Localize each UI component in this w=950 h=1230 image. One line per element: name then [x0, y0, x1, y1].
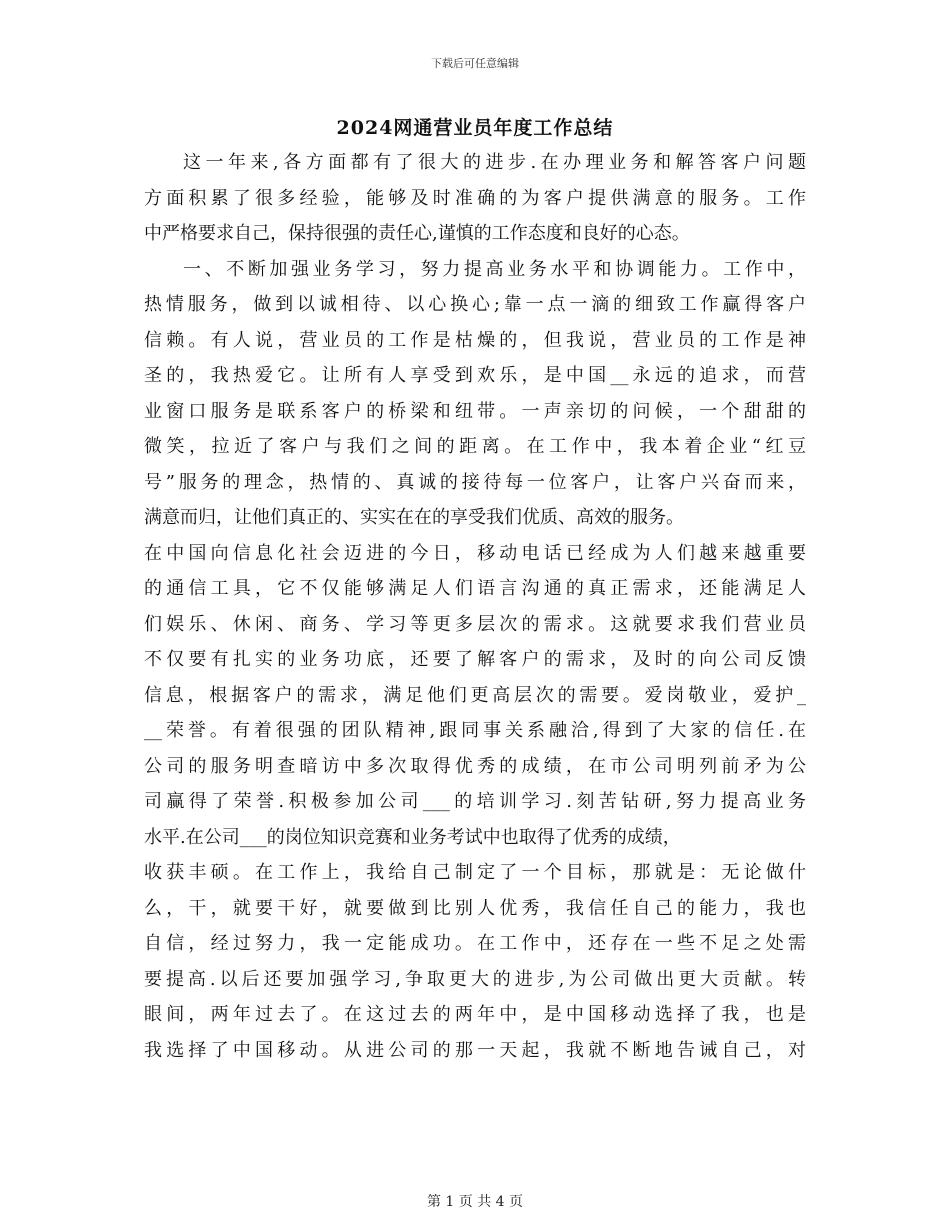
body-line: 我选择了中国移动。从进公司的那一天起，我就不断地告诫自己，对 — [144, 1039, 806, 1061]
document-body — [144, 145, 806, 1068]
body-line: 水平.在公司___的岗位知识竞赛和业务考试中也取得了优秀的成绩， — [144, 826, 681, 848]
body-line: 业窗口服务是联系客户的桥梁和纽带。一声亲切的问候，一个甜甜的 — [144, 400, 806, 422]
body-line: 一、不断加强业务学习，努力提高业务水平和协调能力。工作中， — [183, 258, 806, 280]
body-line: 自信，经过努力，我一定能成功。在工作中，还存在一些不足之处需 — [144, 933, 806, 954]
body-line: 圣的，我热爱它。让所有人享受到欢乐，是中国__永远的追求，而营 — [144, 365, 806, 386]
body-line: 信赖。有人说，营业员的工作是枯燥的，但我说，营业员的工作是神 — [144, 329, 806, 351]
body-line: 在中国向信息化社会迈进的今日，移动电话已经成为人们越来越重要 — [144, 542, 806, 564]
body-line: 微笑，拉近了客户与我们之间的距离。在工作中，我本着企业“红豆 — [144, 436, 806, 457]
body-line: 收获丰硕。在工作上，我给自己制定了一个目标，那就是：无论做什 — [144, 862, 806, 883]
body-line: 的通信工具，它不仅能够满足人们语言沟通的真正需求，还能满足人 — [144, 578, 806, 599]
body-line: 信息，根据客户的需求，满足他们更高层次的需要。爱岗敬业，爱护_ — [144, 684, 806, 706]
body-line: 么，干，就要干好，就要做到比别人优秀，我信任自己的能力，我也 — [144, 897, 806, 919]
page-header-note: 下载后可任意编辑 — [431, 57, 519, 70]
body-line: 眼间，两年过去了。在这过去的两年中，是中国移动选择了我，也是 — [144, 1004, 806, 1025]
body-line: 司赢得了荣誉.积极参加公司___的培训学习.刻苦钻研,努力提高业务 — [144, 791, 806, 812]
body-line: 公司的服务明查暗访中多次取得优秀的成绩，在市公司明列前矛为公 — [144, 755, 806, 777]
body-line: 要提高.以后还要加强学习,争取更大的进步,为公司做出更大贡献。转 — [144, 968, 806, 990]
body-line: 满意而归，让他们真正的、实实在在的享受我们优质、高效的服务。 — [144, 507, 684, 528]
body-line: 不仅要有扎实的业务功底，还要了解客户的需求，及时的向公司反馈 — [144, 649, 806, 670]
body-line: 热情服务，做到以诚相待、以心换心;靠一点一滴的细致工作赢得客户 — [144, 294, 806, 315]
body-line: __荣誉。有着很强的团队精神,跟同事关系融洽,得到了大家的信任.在 — [144, 720, 806, 741]
body-line: 号”服务的理念，热情的、真诚的接待每一位客户，让客户兴奋而来， — [144, 471, 806, 493]
body-line: 中严格要求自己，保持很强的责任心,谨慎的工作态度和良好的心态。 — [144, 223, 690, 244]
body-line: 这一年来,各方面都有了很大的进步.在办理业务和解答客户问题 — [183, 152, 806, 173]
body-line: 们娱乐、休闲、商务、学习等更多层次的需求。这就要求我们营业员 — [144, 613, 806, 635]
page-number: 第 1 页 共 4 页 — [426, 1194, 524, 1210]
body-line: 方面积累了很多经验，能够及时准确的为客户提供满意的服务。工作 — [144, 187, 806, 209]
document-title: 2024网通营业员年度工作总结 — [336, 117, 614, 139]
